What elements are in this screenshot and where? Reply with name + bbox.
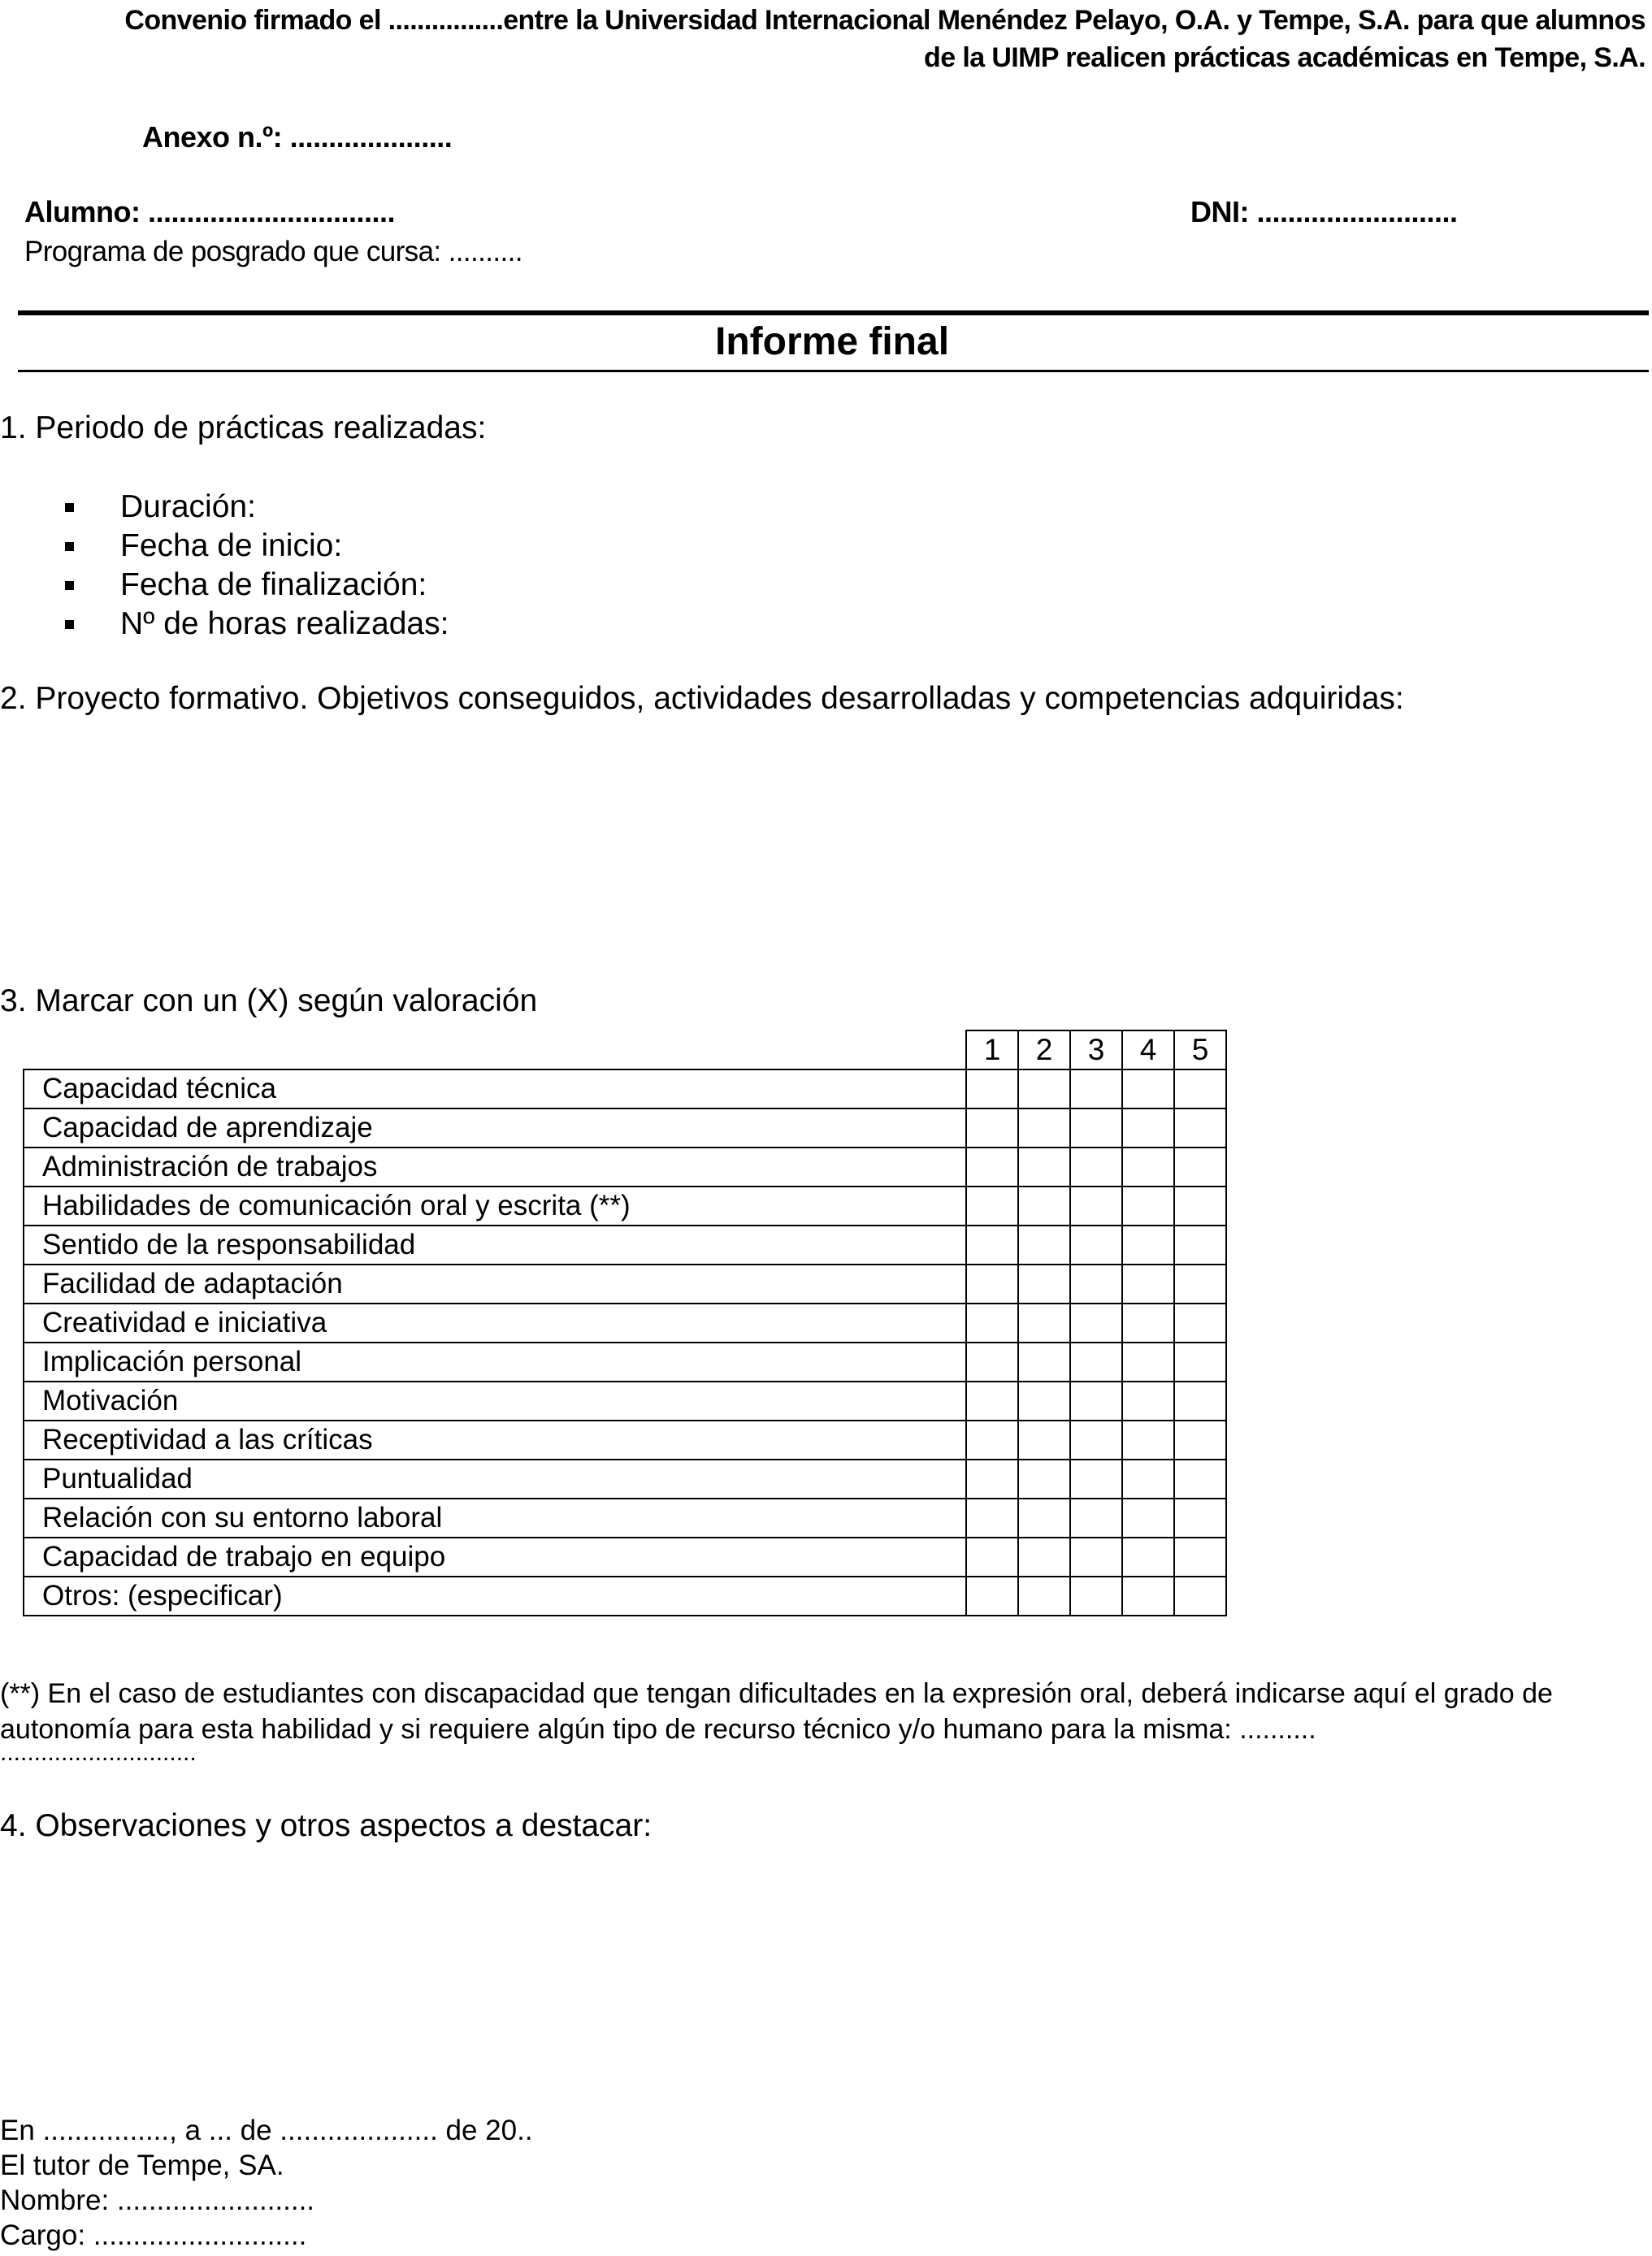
annex-number: Anexo n.º: .....................	[142, 120, 453, 154]
rating-criterion-label: Sentido de la responsabilidad	[24, 1226, 966, 1265]
rating-checkbox-4[interactable]	[1122, 1460, 1174, 1499]
rating-checkbox-4[interactable]	[1122, 1187, 1174, 1226]
square-bullet-icon	[65, 542, 74, 551]
note-dots: .............................	[0, 1739, 197, 1766]
rating-checkbox-3[interactable]	[1070, 1460, 1122, 1499]
table-row	[24, 1148, 1226, 1187]
rating-criterion-label: Puntualidad	[24, 1460, 966, 1499]
period-details-list	[57, 488, 449, 644]
table-row	[24, 1577, 1226, 1616]
rating-criterion-label: Facilidad de adaptación	[24, 1265, 966, 1304]
header-divider-thin	[18, 370, 1649, 372]
signature-place-date: En ................, a ... de .................... de 20..	[0, 2115, 533, 2146]
rating-checkbox-4[interactable]	[1122, 1421, 1174, 1460]
disability-note: (**) En el caso de estudiantes con discapacidad que tengan dificultades en la expresión oral, deberá indicarse aquí el grado de autonomía para esta habilidad y si requiere algún tipo de recurso técnico y/o humano para la misma: ..........	[0, 1678, 1553, 1745]
rating-checkbox-3[interactable]	[1070, 1069, 1122, 1108]
rating-checkbox-2[interactable]	[1018, 1148, 1070, 1187]
student-name-field: Alumno: ................................	[24, 195, 396, 228]
rating-checkbox-2[interactable]	[1018, 1343, 1070, 1382]
rating-checkbox-5[interactable]	[1174, 1108, 1226, 1148]
signature-name: Nombre: .........................	[0, 2184, 315, 2216]
rating-checkbox-3[interactable]	[1070, 1577, 1122, 1616]
rating-checkbox-5[interactable]	[1174, 1499, 1226, 1538]
table-row	[24, 1265, 1226, 1304]
table-row	[24, 1421, 1226, 1460]
rating-criterion-label: Administración de trabajos	[24, 1148, 966, 1187]
rating-criterion-label: Creatividad e iniciativa	[24, 1304, 966, 1343]
rating-checkbox-1[interactable]	[966, 1382, 1018, 1421]
dni-field: DNI: ..........................	[1190, 195, 1458, 228]
rating-checkbox-4[interactable]	[1122, 1499, 1174, 1538]
rating-checkbox-1[interactable]	[966, 1343, 1018, 1382]
rating-checkbox-3[interactable]	[1070, 1148, 1122, 1187]
rating-checkbox-5[interactable]	[1174, 1577, 1226, 1616]
list-item	[57, 605, 449, 644]
rating-criterion-label: Capacidad técnica	[24, 1069, 966, 1108]
table-row	[24, 1460, 1226, 1499]
table-row	[24, 1499, 1226, 1538]
rating-checkbox-3[interactable]	[1070, 1421, 1122, 1460]
rating-checkbox-5[interactable]	[1174, 1460, 1226, 1499]
postgraduate-program-field: Programa de posgrado que cursa: ..........	[24, 236, 522, 267]
rating-checkbox-4[interactable]	[1122, 1304, 1174, 1343]
rating-criterion-label: Implicación personal	[24, 1343, 966, 1382]
list-item-label: Nº de horas realizadas:	[120, 606, 449, 641]
rating-criterion-label: Motivación	[24, 1382, 966, 1421]
rating-checkbox-4[interactable]	[1122, 1382, 1174, 1421]
table-row	[24, 1538, 1226, 1577]
rating-checkbox-4[interactable]	[1122, 1577, 1174, 1616]
rating-checkbox-1[interactable]	[966, 1460, 1018, 1499]
list-item-label: Duración:	[120, 489, 256, 524]
rating-checkbox-2[interactable]	[1018, 1187, 1070, 1226]
rating-checkbox-4[interactable]	[1122, 1538, 1174, 1577]
section-1-heading: 1. Periodo de prácticas realizadas:	[0, 410, 487, 445]
rating-checkbox-3[interactable]	[1070, 1108, 1122, 1148]
rating-checkbox-5[interactable]	[1174, 1538, 1226, 1577]
rating-criterion-label: Receptividad a las críticas	[24, 1421, 966, 1460]
rating-checkbox-5[interactable]	[1174, 1069, 1226, 1108]
rating-checkbox-1[interactable]	[966, 1499, 1018, 1538]
rating-checkbox-1[interactable]	[966, 1187, 1018, 1226]
section-4-heading: 4. Observaciones y otros aspectos a destacar:	[0, 1808, 653, 1843]
rating-checkbox-2[interactable]	[1018, 1538, 1070, 1577]
rating-criterion-label: Habilidades de comunicación oral y escrita (**)	[24, 1187, 966, 1226]
rating-checkbox-4[interactable]	[1122, 1108, 1174, 1148]
scale-header-2: 2	[1018, 1030, 1070, 1069]
rating-checkbox-5[interactable]	[1174, 1265, 1226, 1304]
rating-checkbox-1[interactable]	[966, 1577, 1018, 1616]
rating-checkbox-2[interactable]	[1018, 1108, 1070, 1148]
rating-checkbox-2[interactable]	[1018, 1069, 1070, 1108]
header-divider-thick	[18, 310, 1649, 315]
signature-tutor: El tutor de Tempe, SA.	[0, 2150, 284, 2181]
rating-checkbox-2[interactable]	[1018, 1460, 1070, 1499]
rating-checkbox-3[interactable]	[1070, 1499, 1122, 1538]
scale-header-4: 4	[1122, 1030, 1174, 1069]
rating-checkbox-3[interactable]	[1070, 1226, 1122, 1265]
scale-header-1: 1	[966, 1030, 1018, 1069]
rating-checkbox-5[interactable]	[1174, 1421, 1226, 1460]
rating-checkbox-4[interactable]	[1122, 1069, 1174, 1108]
rating-checkbox-5[interactable]	[1174, 1382, 1226, 1421]
agreement-header-line-2: de la UIMP realicen prácticas académicas en Tempe, S.A.	[924, 42, 1645, 73]
rating-checkbox-4[interactable]	[1122, 1226, 1174, 1265]
agreement-header-line-1: Convenio firmado el ................entre la Universidad Internacional Menéndez Pelayo, O.A. y Tempe, S.A. para que alumnos	[124, 5, 1645, 36]
rating-checkbox-1[interactable]	[966, 1421, 1018, 1460]
table-row	[24, 1382, 1226, 1421]
rating-checkbox-2[interactable]	[1018, 1421, 1070, 1460]
rating-checkbox-5[interactable]	[1174, 1226, 1226, 1265]
rating-criterion-label: Capacidad de trabajo en equipo	[24, 1538, 966, 1577]
rating-checkbox-4[interactable]	[1122, 1343, 1174, 1382]
rating-checkbox-5[interactable]	[1174, 1343, 1226, 1382]
list-item-label: Fecha de finalización:	[120, 567, 427, 602]
rating-checkbox-2[interactable]	[1018, 1304, 1070, 1343]
rating-table	[23, 1030, 1227, 1616]
rating-checkbox-1[interactable]	[966, 1265, 1018, 1304]
section-3-heading: 3. Marcar con un (X) según valoración	[0, 983, 538, 1018]
rating-checkbox-3[interactable]	[1070, 1538, 1122, 1577]
rating-checkbox-5[interactable]	[1174, 1187, 1226, 1226]
rating-checkbox-2[interactable]	[1018, 1265, 1070, 1304]
section-2-heading: 2. Proyecto formativo. Objetivos conseguidos, actividades desarrolladas y competencias adquiridas:	[0, 681, 1404, 716]
rating-criterion-label: Capacidad de aprendizaje	[24, 1108, 966, 1148]
list-item-label: Fecha de inicio:	[120, 528, 343, 563]
scale-header-5: 5	[1174, 1030, 1226, 1069]
rating-criterion-label: Otros: (especificar)	[24, 1577, 966, 1616]
rating-checkbox-2[interactable]	[1018, 1382, 1070, 1421]
rating-checkbox-2[interactable]	[1018, 1499, 1070, 1538]
rating-checkbox-2[interactable]	[1018, 1577, 1070, 1616]
table-row	[24, 1069, 1226, 1108]
rating-checkbox-3[interactable]	[1070, 1187, 1122, 1226]
rating-scale-header	[24, 1030, 1226, 1069]
rating-checkbox-1[interactable]	[966, 1148, 1018, 1187]
header-spacer	[24, 1030, 966, 1069]
rating-checkbox-2[interactable]	[1018, 1226, 1070, 1265]
square-bullet-icon	[65, 503, 74, 512]
rating-checkbox-1[interactable]	[966, 1538, 1018, 1577]
signature-position: Cargo: ...........................	[0, 2219, 307, 2251]
rating-criterion-label: Relación con su entorno laboral	[24, 1499, 966, 1538]
table-row	[24, 1108, 1226, 1148]
rating-checkbox-1[interactable]	[966, 1226, 1018, 1265]
rating-checkbox-1[interactable]	[966, 1108, 1018, 1148]
rating-checkbox-1[interactable]	[966, 1069, 1018, 1108]
page-title: Informe final	[715, 320, 950, 363]
rating-checkbox-1[interactable]	[966, 1304, 1018, 1343]
rating-checkbox-4[interactable]	[1122, 1148, 1174, 1187]
list-item	[57, 566, 449, 605]
rating-checkbox-3[interactable]	[1070, 1304, 1122, 1343]
square-bullet-icon	[65, 581, 74, 590]
table-row	[24, 1304, 1226, 1343]
list-item	[57, 488, 449, 527]
square-bullet-icon	[65, 620, 74, 629]
rating-checkbox-5[interactable]	[1174, 1304, 1226, 1343]
table-row	[24, 1226, 1226, 1265]
table-row	[24, 1343, 1226, 1382]
rating-checkbox-4[interactable]	[1122, 1265, 1174, 1304]
rating-checkbox-3[interactable]	[1070, 1382, 1122, 1421]
rating-checkbox-3[interactable]	[1070, 1265, 1122, 1304]
scale-header-3: 3	[1070, 1030, 1122, 1069]
rating-checkbox-5[interactable]	[1174, 1148, 1226, 1187]
rating-checkbox-3[interactable]	[1070, 1343, 1122, 1382]
list-item	[57, 527, 449, 566]
table-row	[24, 1187, 1226, 1226]
